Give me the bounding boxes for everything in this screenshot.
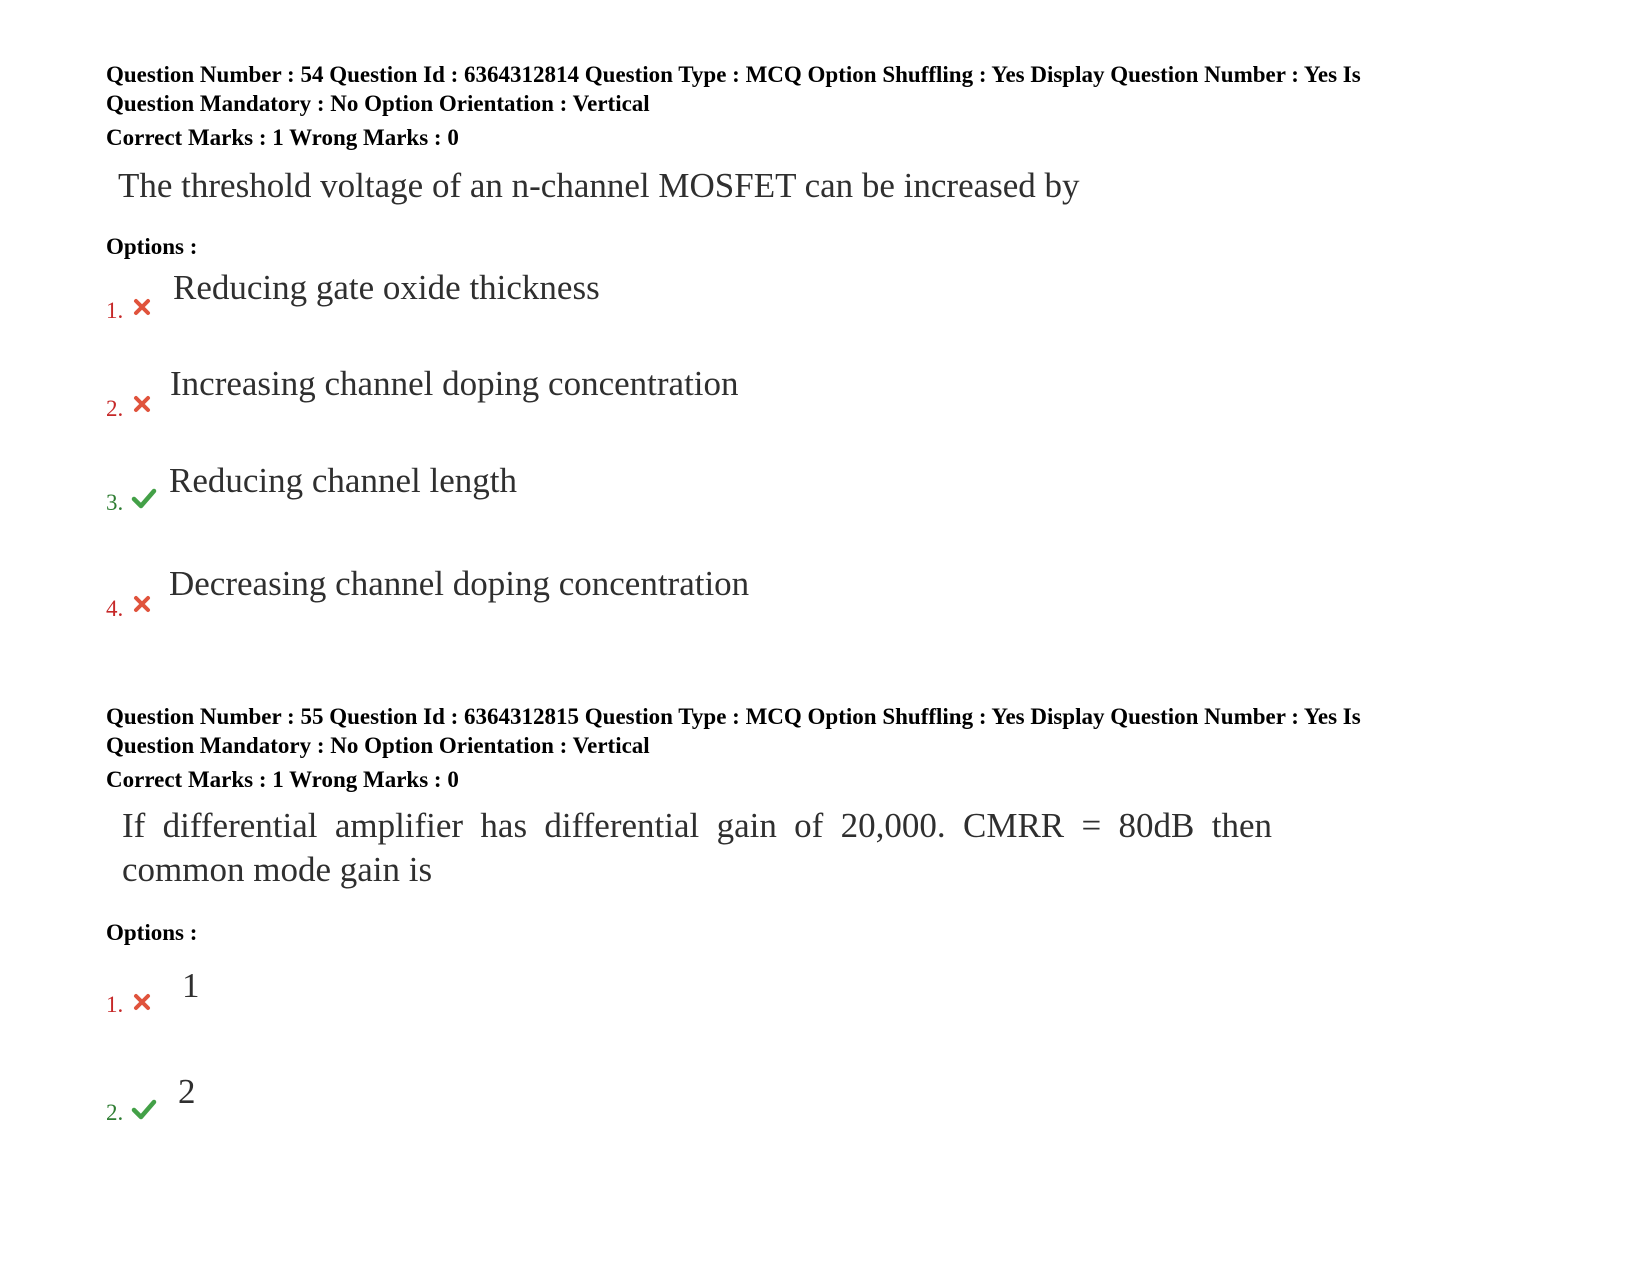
- question-55-marks: Correct Marks : 1 Wrong Marks : 0: [106, 767, 459, 792]
- question-word: gain: [716, 806, 777, 845]
- option-text: Reducing gate oxide thickness: [173, 268, 600, 307]
- option-number: 4.: [106, 596, 124, 621]
- option-number: 2.: [106, 396, 124, 421]
- cross-icon: [133, 298, 151, 316]
- option-number: 2.: [106, 1100, 124, 1125]
- option-text: Increasing channel doping concentration: [170, 364, 739, 403]
- question-word: differential: [162, 806, 318, 845]
- cross-icon: [133, 993, 151, 1011]
- question-word: differential: [544, 806, 700, 845]
- question-text-line: common mode gain is: [122, 850, 433, 889]
- question-word: then: [1211, 806, 1272, 845]
- cross-icon: [133, 395, 151, 413]
- option-text: 2: [178, 1072, 196, 1111]
- option-text: 1: [182, 966, 200, 1005]
- question-55-meta: [106, 702, 1361, 760]
- question-word: 20,000.: [840, 806, 946, 845]
- question-word: 80dB: [1118, 806, 1195, 845]
- option-number: 3.: [106, 490, 124, 515]
- question-meta-line: Question Mandatory : No Option Orientation : Vertical: [106, 733, 650, 758]
- question-word: If: [122, 806, 146, 845]
- option-number: 1.: [106, 992, 124, 1017]
- question-54-options-label: Options :: [106, 234, 198, 259]
- question-55-options-label: Options :: [106, 920, 198, 945]
- question-word: has: [480, 806, 528, 845]
- check-icon: [131, 487, 157, 509]
- question-word: amplifier: [334, 806, 464, 845]
- option-number: 1.: [106, 298, 124, 323]
- question-meta-line: Question Mandatory : No Option Orientation : Vertical: [106, 91, 650, 116]
- option-text: Reducing channel length: [169, 461, 517, 500]
- question-54-marks: Correct Marks : 1 Wrong Marks : 0: [106, 125, 459, 150]
- option-text: Decreasing channel doping concentration: [169, 564, 750, 603]
- question-word: of: [794, 806, 824, 845]
- question-text-line: [122, 806, 1272, 846]
- question-meta-line: Question Number : 55 Question Id : 6364312815 Question Type : MCQ Option Shuffling : Yes Display Question Number : Yes Is: [106, 704, 1361, 729]
- question-54-meta: [106, 60, 1361, 118]
- question-word: CMRR: [962, 806, 1065, 845]
- question-word: =: [1081, 806, 1102, 845]
- question-54-text: The threshold voltage of an n-channel MOSFET can be increased by: [118, 166, 1080, 205]
- question-meta-line: Question Number : 54 Question Id : 6364312814 Question Type : MCQ Option Shuffling : Yes Display Question Number : Yes Is: [106, 62, 1361, 87]
- check-icon: [131, 1098, 157, 1120]
- cross-icon: [133, 595, 151, 613]
- question-55-text: [122, 806, 1272, 890]
